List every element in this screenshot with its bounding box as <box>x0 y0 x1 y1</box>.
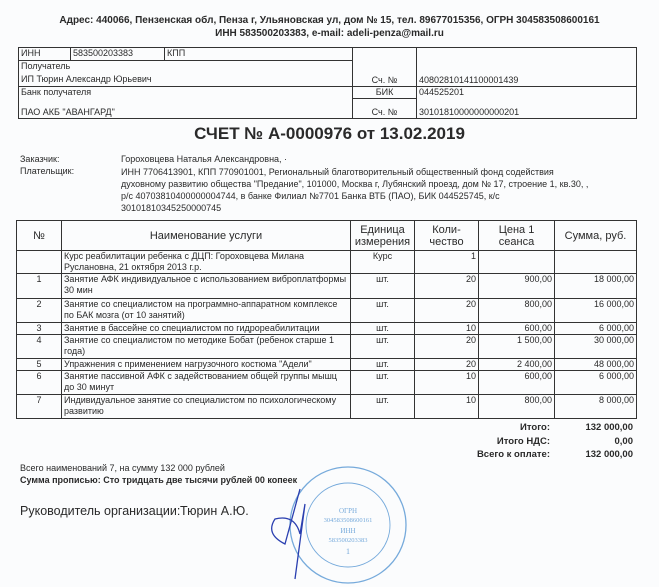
service-name: Курс реабилитации ребенка с ДЦП: Гороховцева Милана Руслановна, 21 октября 2013 г.р. <box>62 251 351 274</box>
sum: 16 000,00 <box>555 299 637 323</box>
sum <box>555 251 637 274</box>
unit: шт. <box>351 359 415 371</box>
table-row <box>17 251 637 274</box>
unit: шт. <box>351 274 415 299</box>
service-name: Занятие со специалистом на программно-аппаратном комплексе по БАК мозга (от 10 занятий) <box>62 299 351 323</box>
corr-account-label: Сч. № <box>353 99 417 119</box>
total-label: Итого: <box>520 422 550 433</box>
svg-text:ИНН: ИНН <box>340 527 356 535</box>
inn-label: ИНН <box>19 48 71 61</box>
price: 900,00 <box>479 274 555 299</box>
unit: Курс <box>351 251 415 274</box>
bik-value: 044525201 <box>419 87 465 97</box>
price: 800,00 <box>479 299 555 323</box>
row-number: 4 <box>17 335 62 359</box>
service-name: Занятие пассивной АФК с задействованием общей группы мышц до 30 минут <box>62 371 351 395</box>
supplier-contacts: ИНН 583500203383, e-mail: adeli-penza@mail.ru <box>215 28 444 39</box>
kpp-label: КПП <box>165 48 353 61</box>
row-number: 5 <box>17 359 62 371</box>
col-header-qty: Коли-чество <box>415 221 479 251</box>
vat-value: 0,00 <box>614 436 633 447</box>
service-name: Индивидуальное занятие со специалистом по психологическому развитию <box>62 395 351 419</box>
quantity: 20 <box>415 299 479 323</box>
price: 1 500,00 <box>479 335 555 359</box>
quantity: 20 <box>415 274 479 299</box>
payer-details <box>121 166 651 214</box>
sum: 48 000,00 <box>555 359 637 371</box>
table-row <box>17 323 637 335</box>
price: 800,00 <box>479 395 555 419</box>
recipient-cell <box>19 61 353 87</box>
unit: шт. <box>351 323 415 335</box>
signature-mark <box>255 484 315 584</box>
bank-cell <box>19 87 353 119</box>
signer-name: Тюрин А.Ю. <box>180 504 249 518</box>
bik-label: БИК <box>353 87 417 99</box>
row-number: 1 <box>17 274 62 299</box>
svg-text:304583508600161: 304583508600161 <box>323 517 373 524</box>
supplier-address: Адрес: 440066, Пензенская обл, Пенза г, Ульяновская ул, дом № 15, тел. 89677015356, ОГРН 304583508600161 <box>59 15 600 26</box>
service-name: Занятие АФК индивидуальное с использованием виброплатформы 30 мин <box>62 274 351 299</box>
table-row <box>17 395 637 419</box>
services-table <box>16 220 637 419</box>
bank-details-table <box>18 47 637 119</box>
service-name: Занятие со специалистом по методике Бобат (ребенок старше 1 года) <box>62 335 351 359</box>
service-name: Упражнения с применением нагрузочного костюма "Адели" <box>62 359 351 371</box>
bank-label: Банк получателя <box>21 87 92 97</box>
sum: 6 000,00 <box>555 323 637 335</box>
due-value: 132 000,00 <box>585 449 633 460</box>
table-row <box>17 299 637 323</box>
due-label: Всего к оплате: <box>476 449 550 460</box>
payer-line: 30101810345250000745 <box>121 203 222 213</box>
total-value: 132 000,00 <box>585 422 633 433</box>
price <box>479 251 555 274</box>
unit: шт. <box>351 299 415 323</box>
sum: 8 000,00 <box>555 395 637 419</box>
price: 600,00 <box>479 323 555 335</box>
quantity: 10 <box>415 395 479 419</box>
price: 2 400,00 <box>479 359 555 371</box>
sum: 30 000,00 <box>555 335 637 359</box>
signature-label: Руководитель организации: <box>20 504 181 518</box>
payer-line: духовному развитию общества "Предание", 101000, Москва г, Лубянский проезд, дом № 17, строение 1, кв.30, , <box>121 179 589 189</box>
row-number: 2 <box>17 299 62 323</box>
bik-corr-cell <box>417 87 637 119</box>
table-row <box>17 359 637 371</box>
vat-label: Итого НДС: <box>496 436 550 447</box>
quantity: 1 <box>415 251 479 274</box>
quantity: 20 <box>415 335 479 359</box>
svg-text:ОГРН: ОГРН <box>338 507 358 515</box>
customer-label: Заказчик: <box>20 154 60 164</box>
account-label: Сч. № <box>353 48 417 87</box>
bank-name: ПАО АКБ "АВАНГАРД" <box>21 107 115 117</box>
amount-in-words: Сумма прописью: Сто тридцать две тысячи рублей 00 копеек <box>20 475 298 485</box>
quantity: 10 <box>415 371 479 395</box>
col-header-price: Цена 1 сеанса <box>479 221 555 251</box>
col-header-unit: Единица измерения <box>351 221 415 251</box>
table-row <box>17 371 637 395</box>
row-number: 3 <box>17 323 62 335</box>
recipient-label: Получатель <box>21 61 71 71</box>
row-number <box>17 251 62 274</box>
recipient-name: ИП Тюрин Александр Юрьевич <box>21 74 152 84</box>
payer-label: Плательщик: <box>20 166 75 176</box>
col-header-service: Наименование услуги <box>62 221 351 251</box>
corr-account-value: 30101810000000000201 <box>419 107 520 117</box>
items-summary: Всего наименований 7, на сумму 132 000 рублей <box>20 463 225 473</box>
service-name: Занятие в бассейне со специалистом по гидрореабилитации <box>62 323 351 335</box>
invoice-title: СЧЕТ № А-0000976 от 13.02.2019 <box>194 124 465 143</box>
unit: шт. <box>351 371 415 395</box>
unit: шт. <box>351 335 415 359</box>
price: 600,00 <box>479 371 555 395</box>
sum: 18 000,00 <box>555 274 637 299</box>
customer-value: Гороховцева Наталья Александровна, · <box>121 154 288 164</box>
invoice-footer <box>0 422 659 587</box>
quantity: 10 <box>415 323 479 335</box>
table-row <box>17 274 637 299</box>
svg-text:1: 1 <box>346 547 350 556</box>
table-row <box>17 335 637 359</box>
col-header-sum: Сумма, руб. <box>555 221 637 251</box>
sum: 6 000,00 <box>555 371 637 395</box>
row-number: 7 <box>17 395 62 419</box>
quantity: 20 <box>415 359 479 371</box>
svg-text:583500203383: 583500203383 <box>328 537 368 544</box>
payer-line: р/с 40703810400000004744, в банке Филиал №7701 Банка ВТБ (ПАО), БИК 044525745, к/с <box>121 191 500 201</box>
row-number: 6 <box>17 371 62 395</box>
col-header-number: № <box>17 221 62 251</box>
inn-value: 583500203383 <box>71 48 165 61</box>
payer-line: ИНН 7706413901, КПП 770901001, Региональный благотворительный общественный фонд содействия <box>121 167 554 177</box>
unit: шт. <box>351 395 415 419</box>
account-value: 40802810141100001439 <box>417 48 637 87</box>
